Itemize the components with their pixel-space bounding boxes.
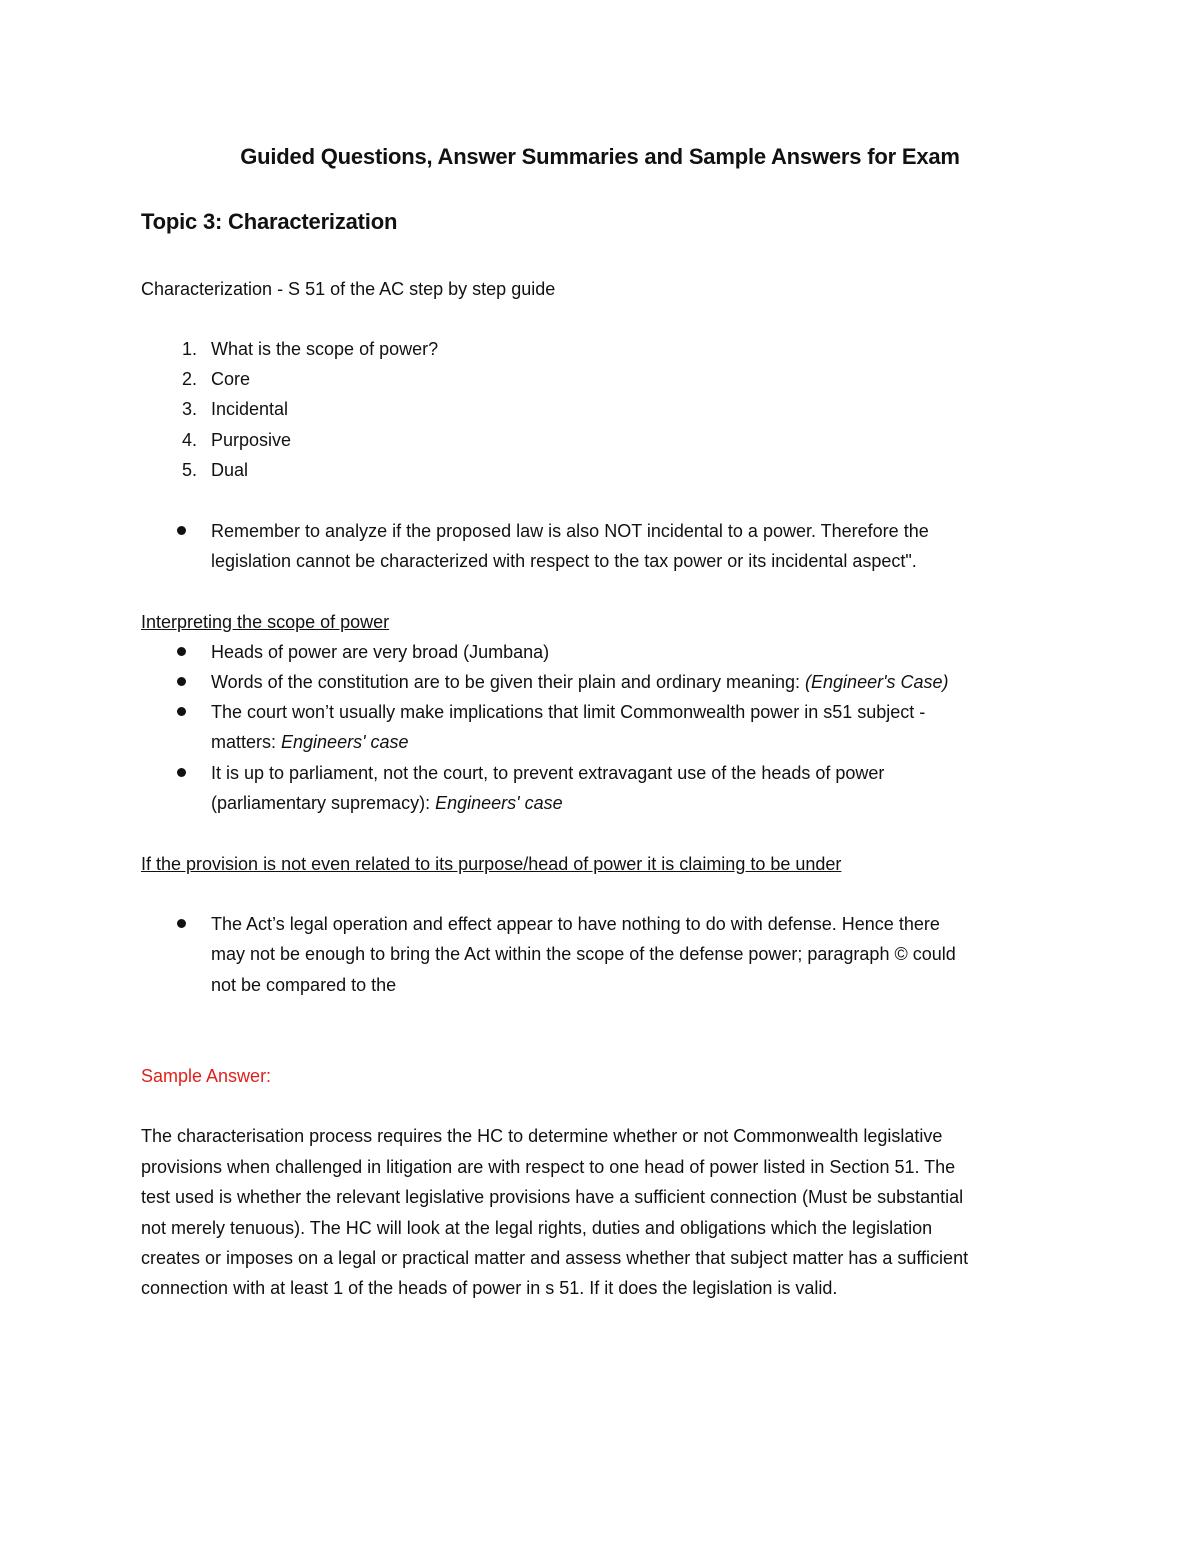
sample-answer-line: test used is whether the relevant legislative provisions have a sufficient connection (Must be substantial <box>141 1187 964 1207</box>
step-text: Incidental <box>211 399 289 419</box>
sample-answer-line: creates or imposes on a legal or practical matter and assess whether that subject matter has a sufficient <box>141 1248 969 1268</box>
sample-answer-label: Sample Answer: <box>141 1066 272 1086</box>
sample-answer-line: provisions when challenged in litigation are with respect to one head of power listed in Section 51. The <box>141 1157 956 1177</box>
sample-answer-line: connection with at least 1 of the heads of power in s 51. If it does the legislation is valid. <box>141 1278 838 1298</box>
step-text: What is the scope of power? <box>211 339 439 359</box>
interpreting-bullet-4-line-2 <box>211 788 563 818</box>
bullet-text: (parliamentary supremacy): <box>211 793 436 813</box>
step-number: 3. <box>181 399 197 419</box>
bullet-text: matters: <box>211 732 282 752</box>
interpreting-bullet-2 <box>211 667 949 697</box>
bullet-dot-icon <box>177 707 186 716</box>
bullet-dot-icon <box>177 919 186 928</box>
interpreting-heading: Interpreting the scope of power <box>141 612 390 632</box>
intro-line: Characterization - S 51 of the AC step by step guide <box>141 279 556 299</box>
topic-heading: Topic 3: Characterization <box>141 209 398 234</box>
bullet-dot-icon <box>177 677 186 686</box>
step-number: 4. <box>181 430 197 450</box>
remember-line-2: legislation cannot be characterized with respect to the tax power or its incidental aspect". <box>211 551 917 571</box>
interpreting-bullet-3-line-1: The court won’t usually make implications that limit Commonwealth power in s51 subject - <box>211 702 926 722</box>
bullet-dot-icon <box>177 647 186 656</box>
bullet-dot-icon <box>177 768 186 777</box>
provision-line-1: The Act’s legal operation and effect appear to have nothing to do with defense. Hence there <box>211 914 940 934</box>
case-citation: Engineers' case <box>281 732 409 752</box>
interpreting-bullet-3-line-2 <box>211 727 409 757</box>
provision-line-2: may not be enough to bring the Act within the scope of the defense power; paragraph © could <box>211 944 956 964</box>
bullet-dot-icon <box>177 526 186 535</box>
document-title: Guided Questions, Answer Summaries and Sample Answers for Exam <box>240 144 960 169</box>
case-citation: Engineers' case <box>435 793 563 813</box>
step-number: 1. <box>181 339 197 359</box>
sample-answer-line: not merely tenuous). The HC will look at the legal rights, duties and obligations which the legislation <box>141 1218 933 1238</box>
interpreting-bullet-4-line-1: It is up to parliament, not the court, to prevent extravagant use of the heads of power <box>211 763 885 783</box>
step-text: Core <box>211 369 251 389</box>
remember-line-1: Remember to analyze if the proposed law is also NOT incidental to a power. Therefore the <box>211 521 929 541</box>
bullet-text: Words of the constitution are to be given their plain and ordinary meaning: <box>211 672 806 692</box>
interpreting-bullet-1: Heads of power are very broad (Jumbana) <box>211 642 550 662</box>
step-text: Purposive <box>211 430 292 450</box>
provision-heading: If the provision is not even related to its purpose/head of power it is claiming to be under <box>141 854 842 874</box>
step-text: Dual <box>211 460 249 480</box>
sample-answer-line: The characterisation process requires the HC to determine whether or not Commonwealth legislative <box>141 1126 943 1146</box>
provision-line-3: not be compared to the <box>211 975 397 995</box>
step-number: 2. <box>181 369 197 389</box>
case-citation: (Engineer's Case) <box>805 672 949 692</box>
step-number: 5. <box>181 460 197 480</box>
